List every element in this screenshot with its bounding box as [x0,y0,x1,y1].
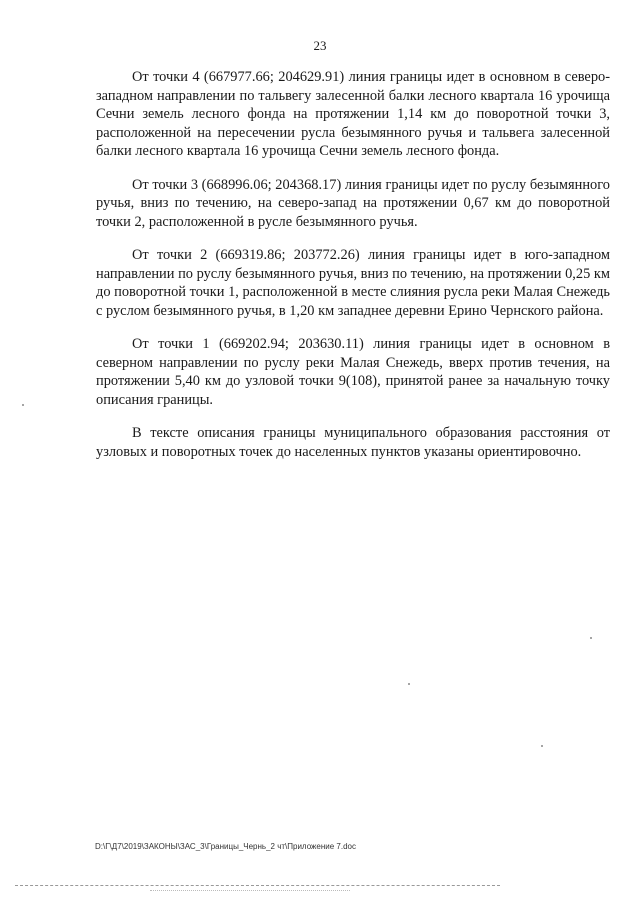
paragraph-point-4: От точки 4 (667977.66; 204629.91) линия границы идет в основном в северо-западном направлении по тальвегу залесенной балки лесного квартала 16 урочища Сечни земель лесного фонда на протяжении 1,14 км до поворотной точки 3, расположенной на пересечении русла безымянного ручья и тальвега залесенной балки лесного квартала 16 урочища Сечни земель лесного фонда. [96,69,610,159]
document-body [96,68,610,476]
footer-file-path: D:\Г\Д7\2019\ЗАКОНЫ\ЗАС_3\Границы_Чернь_2 чт\Приложение 7.doc [95,842,356,851]
page-number: 23 [313,38,327,53]
scan-speck [541,745,543,747]
paragraph-point-2: От точки 2 (669319.86; 203772.26) линия границы идет в юго-западном направлении по руслу безымянного ручья, вниз по течению, на протяжении 0,25 км до поворотной точки 1, расположенной в месте слияния русла реки Малая Снежедь с руслом безымянного ручья, в 1,20 км западнее деревни Ерино Чернского района. [96,247,610,319]
scan-speck [408,683,410,685]
paragraph-note: В тексте описания границы муниципального образования расстояния от узловых и поворотных точек до населенных пунктов указаны ориентировочно. [96,425,610,460]
paragraph-point-1: От точки 1 (669202.94; 203630.11) линия границы идет в основном в северном направлении по руслу реки Малая Снежедь, вверх против течения, на протяжении 5,40 км до узловой точки 9(108), принятой ранее за начальную точку описания границы. [96,336,610,408]
scan-bottom-rule [15,885,500,886]
paragraph-point-3: От точки 3 (668996.06; 204368.17) линия границы идет по руслу безымянного ручья, вниз по течению, на северо-запад на протяжении 0,67 км до поворотной точки 2, расположенной в русле безымянного ручья. [96,176,610,230]
scan-speck [22,404,24,406]
scan-bottom-rule-secondary [150,890,350,891]
scan-speck [590,637,592,639]
